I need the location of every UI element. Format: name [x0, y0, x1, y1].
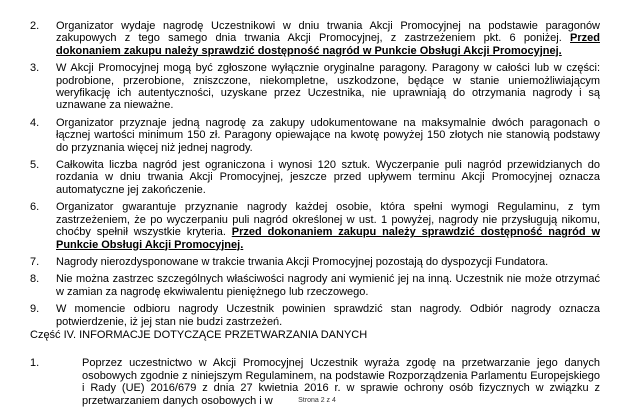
item-number: 2.	[30, 20, 40, 32]
item-number: 6.	[30, 201, 40, 214]
item-number: 9.	[30, 303, 40, 316]
list-item-8	[20, 273, 600, 298]
list-item-2	[20, 20, 600, 57]
prize-rules-list	[20, 20, 600, 333]
item-text: Organizator gwarantuje przyznanie nagrody każdej osobie, która spełni wymogi Regulaminu, z tym zastrzeżeniem, że po wyczerpaniu puli nagród określonej w ust. 1 powyżej, nagrody nie przysługują nikomu, choćby spełnił wszystkie kryteria.	[56, 201, 600, 239]
item-emphasis: Przed dokonaniem zakupu należy sprawdzić dostępność nagród w Punkcie Obsługi Akcji Promocyjnej.	[56, 32, 600, 57]
item-text: W Akcji Promocyjnej mogą być zgłoszone wyłącznie oryginalne paragony. Paragony w całości lub w części: podrobione, przerobione, zniszczone, niekompletne, uszkodzone, będące w stanie uniemożliwiającym weryfikację ich autentyczności, uzyskane przez Uczestnika, nie uprawniają do otrzymania nagrody i są uznawane za nieważne.	[56, 62, 600, 112]
list-item-6	[20, 201, 600, 251]
item-text: Całkowita liczba nagród jest ograniczona i wynosi 120 sztuk. Wyczerpanie puli nagród przewidzianych do rozdania w dniu trwania Akcji Promocyjnej, jeszcze przed upływem terminu Akcji Promocyjnej oznacza automatyczne jej zakończenie.	[56, 159, 600, 196]
list-item-3	[20, 62, 600, 112]
item-number: 5.	[30, 159, 40, 172]
item-text: Poprzez uczestnictwo w Akcji Promocyjnej Uczestnik wyraża zgodę na przetwarzanie jego danych osobowych zgodnie z niniejszym Regulaminem, na podstawie Rozporządzenia Parlamentu Europejskiego i Rady (UE) 2016/679 z dnia 27 kwietnia 2016 r. w sprawie ochrony osób fizycznych w związku z przetwarzaniem danych osobowych i w	[82, 357, 600, 407]
item-number: 7.	[30, 255, 40, 268]
item-number: 8.	[30, 273, 40, 286]
list-item-9	[20, 303, 600, 328]
list-item-5	[20, 159, 600, 196]
page-number: Strona 2 z 4	[298, 397, 336, 404]
section-heading: Część IV. INFORMACJE DOTYCZĄCE PRZETWARZANIA DANYCH	[30, 329, 368, 341]
item-number: 1.	[30, 357, 40, 369]
item-text: Nie można zastrzec szczególnych właściwości nagrody ani wymienić jej na inną. Uczestnik nie może otrzymać w zamian za nagrodę ekwiwalentu pieniężnego lub rzeczowego.	[56, 273, 600, 298]
item-emphasis: Przed dokonaniem zakupu należy sprawdzić dostępność nagród w Punkcie Obsługi Akcji Promocyjnej.	[56, 226, 600, 251]
list-item-7	[20, 256, 600, 268]
list-item-4	[20, 117, 600, 154]
item-text: W momencie odbioru nagrody Uczestnik powinien sprawdzić stan nagrody. Odbiór nagrody oznacza potwierdzenie, iż jej stan nie budzi zastrzeżeń.	[56, 303, 600, 328]
item-text: Organizator wydaje nagrodę Uczestnikowi w dniu trwania Akcji Promocyjnej na podstawie paragonów zakupowych z tego samego dnia trwania Akcji Promocyjnej, z zastrzeżeniem pkt. 6 poniżej.	[56, 20, 600, 45]
item-text: Organizator przyznaje jedną nagrodę za zakupy udokumentowane na maksymalnie dwóch paragonach o łącznej wartości minimum 150 zł. Paragony opiewające na kwotę powyżej 150 złotych nie stanowią podstawy do przyznania więcej niż jednej nagrody.	[56, 116, 600, 154]
item-number: 4.	[30, 116, 40, 129]
item-number: 3.	[30, 62, 40, 75]
item-text: Nagrody nierozdysponowane w trakcie trwania Akcji Promocyjnej pozostają do dyspozycji Fundatora.	[56, 255, 549, 268]
